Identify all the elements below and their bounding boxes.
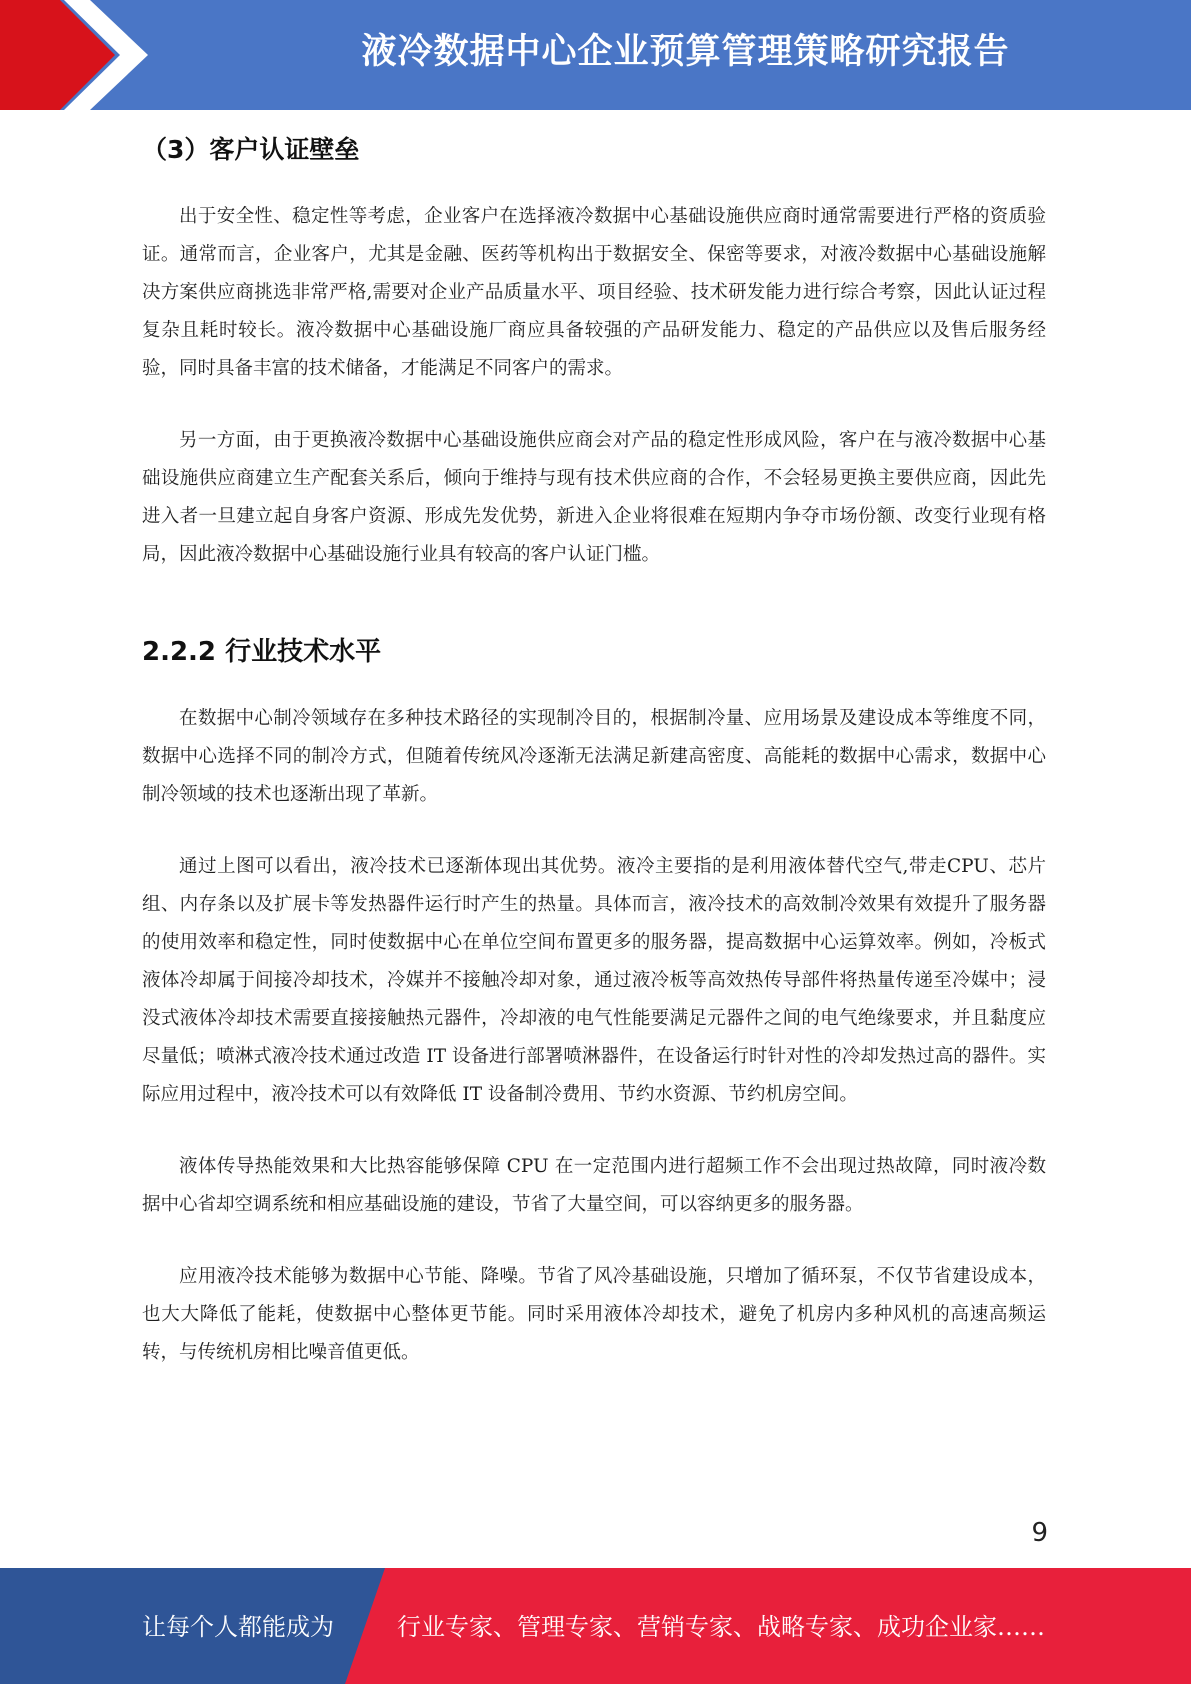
subheading-customer-certification: （3）客户认证壁垒 xyxy=(142,135,360,164)
section-heading-tech-level: 2.2.2 行业技术水平 xyxy=(142,637,382,667)
footer-slogan-right: 行业专家、管理专家、营销专家、战略专家、成功企业家…… xyxy=(397,1613,1045,1641)
paragraph: 液体传导热能效果和大比热容能够保障 CPU 在一定范围内进行超频工作不会出现过热故障，同时液冷数据中心省却空调系统和相应基础设施的建设，节省了大量空间，可以容纳更多的服务器。 xyxy=(142,1156,1046,1215)
paragraph: 应用液冷技术能够为数据中心节能、降噪。节省了风冷基础设施，只增加了循环泵，不仅节省建设成本，也大大降低了能耗，使数据中心整体更节能。同时采用液体冷却技术，避免了机房内多种风机的高速高频运转，与传统机房相比噪音值更低。 xyxy=(142,1266,1046,1363)
paragraph: 在数据中心制冷领域存在多种技术路径的实现制冷目的，根据制冷量、应用场景及建设成本等维度不同，数据中心选择不同的制冷方式，但随着传统风冷逐渐无法满足新建高密度、高能耗的数据中心需求，数据中心制冷领域的技术也逐渐出现了革新。 xyxy=(142,708,1046,805)
paragraph: 另一方面，由于更换液冷数据中心基础设施供应商会对产品的稳定性形成风险，客户在与液冷数据中心基础设施供应商建立生产配套关系后，倾向于维持与现有技术供应商的合作，不会轻易更换主要供应商，因此先进入者一旦建立起自身客户资源、形成先发优势，新进入企业将很难在短期内争夺市场份额、改变行业现有格局，因此液冷数据中心基础设施行业具有较高的客户认证门槛。 xyxy=(142,430,1046,565)
paragraph: 通过上图可以看出，液冷技术已逐渐体现出其优势。液冷主要指的是利用液体替代空气,带走CPU、芯片组、内存条以及扩展卡等发热器件运行时产生的热量。具体而言，液冷技术的高效制冷效果有效提升了服务器的使用效率和稳定性，同时使数据中心在单位空间布置更多的服务器，提高数据中心运算效率。例如，冷板式液体冷却属于间接冷却技术，冷媒并不接触冷却对象，通过液冷板等高效热传导部件将热量传递至冷媒中；浸没式液体冷却技术需要直接接触热元器件，冷却液的电气性能要满足元器件之间的电气绝缘要求，并且黏度应尽量低；喷淋式液冷技术通过改造 IT 设备进行部署喷淋器件，在设备运行时针对性的冷却发热过高的器件。实际应用过程中，液冷技术可以有效降低 IT 设备制冷费用、节约水资源、节约机房空间。 xyxy=(142,856,1046,1105)
page-footer xyxy=(0,1568,1191,1684)
paragraph: 出于安全性、稳定性等考虑，企业客户在选择液冷数据中心基础设施供应商时通常需要进行严格的资质验证。通常而言，企业客户，尤其是金融、医药等机构出于数据安全、保密等要求，对液冷数据中心基础设施解决方案供应商挑选非常严格,需要对企业产品质量水平、项目经验、技术研发能力进行综合考察，因此认证过程复杂且耗时较长。液冷数据中心基础设施厂商应具备较强的产品研发能力、稳定的产品供应以及售后服务经验，同时具备丰富的技术储备，才能满足不同客户的需求。 xyxy=(142,206,1046,379)
header-arrow-decoration xyxy=(0,0,160,110)
footer-slogan-left: 让每个人都能成为 xyxy=(142,1613,334,1641)
page-header xyxy=(0,0,1191,110)
page-content xyxy=(142,128,1046,1372)
page-number: 9 xyxy=(1031,1518,1048,1548)
report-title: 液冷数据中心企业预算管理策略研究报告 xyxy=(361,32,1010,72)
